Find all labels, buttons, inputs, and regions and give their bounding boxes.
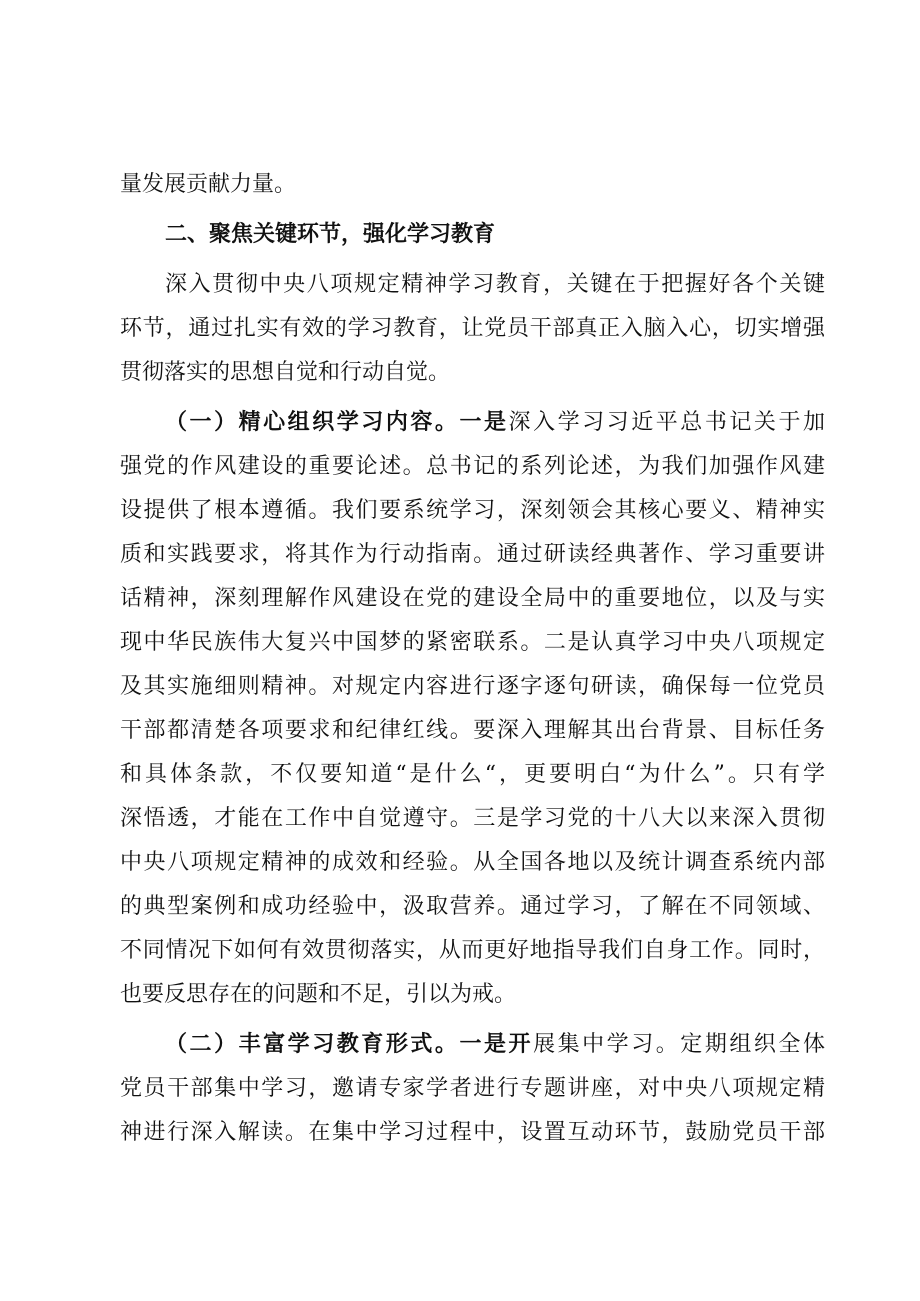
paragraph-line: 深入贯彻中央八项规定精神学习教育，关键在于把握好各个关键 bbox=[165, 272, 825, 297]
subsection-text: 深入学习习近平总书记关于加 bbox=[508, 410, 825, 435]
paragraph-line: 贯彻落实的思想自觉和行动自觉。 bbox=[120, 360, 451, 385]
paragraph-line: 现中华民族伟大复兴中国梦的紧密联系。二是认真学习中央八项规定 bbox=[120, 630, 825, 655]
paragraph-line: 环节，通过扎实有效的学习教育，让党员干部真正入脑入心，切实增强 bbox=[120, 316, 825, 341]
paragraph-line: 话精神，深刻理解作风建设在党的建设全局中的重要地位，以及与实 bbox=[120, 586, 825, 611]
paragraph-line: 神进行深入解读。在集中学习过程中，设置互动环节，鼓励党员干部 bbox=[120, 1120, 825, 1145]
paragraph-line: 质和实践要求，将其作为行动指南。通过研读经典著作、学习重要讲 bbox=[120, 542, 825, 567]
paragraph-line: 设提供了根本遵循。我们要系统学习，深刻领会其核心要义、精神实 bbox=[120, 498, 825, 523]
paragraph-line: 不同情况下如何有效贯彻落实，从而更好地指导我们自身工作。同时， bbox=[120, 938, 825, 963]
section-heading: 二、聚焦关键环节，强化学习教育 bbox=[165, 222, 496, 247]
paragraph-line: 也要反思存在的问题和不足，引以为戒。 bbox=[120, 982, 517, 1007]
subsection-lead: （二）丰富学习教育形式。一是开 bbox=[165, 1032, 534, 1057]
subsection-line bbox=[165, 1023, 825, 1067]
paragraph-line: 深悟透，才能在工作中自觉遵守。三是学习党的十八大以来深入贯彻 bbox=[120, 806, 825, 831]
subsection-line bbox=[165, 401, 825, 445]
paragraph-line: 干部都清楚各项要求和纪律红线。要深入理解其出台背景、目标任务 bbox=[120, 718, 825, 743]
paragraph-line: 强党的作风建设的重要论述。总书记的系列论述，为我们加强作风建 bbox=[120, 454, 825, 479]
paragraph-line: 量发展贡献力量。 bbox=[120, 172, 297, 197]
paragraph-line: 党员干部集中学习，邀请专家学者进行专题讲座，对中央八项规定精 bbox=[120, 1076, 825, 1101]
paragraph-line: 及其实施细则精神。对规定内容进行逐字逐句研读，确保每一位党员 bbox=[120, 674, 825, 699]
paragraph-line: 中央八项规定精神的成效和经验。从全国各地以及统计调查系统内部 bbox=[120, 850, 825, 875]
subsection-lead: （一）精心组织学习内容。一是 bbox=[165, 410, 509, 435]
subsection-text: 展集中学习。定期组织全体 bbox=[533, 1032, 825, 1057]
paragraph-line: 和具体条款，不仅要知道“是什么“，更要明白“为什么”。只有学 bbox=[120, 762, 825, 787]
paragraph-line: 的典型案例和成功经验中，汲取营养。通过学习，了解在不同领域、 bbox=[120, 894, 825, 919]
